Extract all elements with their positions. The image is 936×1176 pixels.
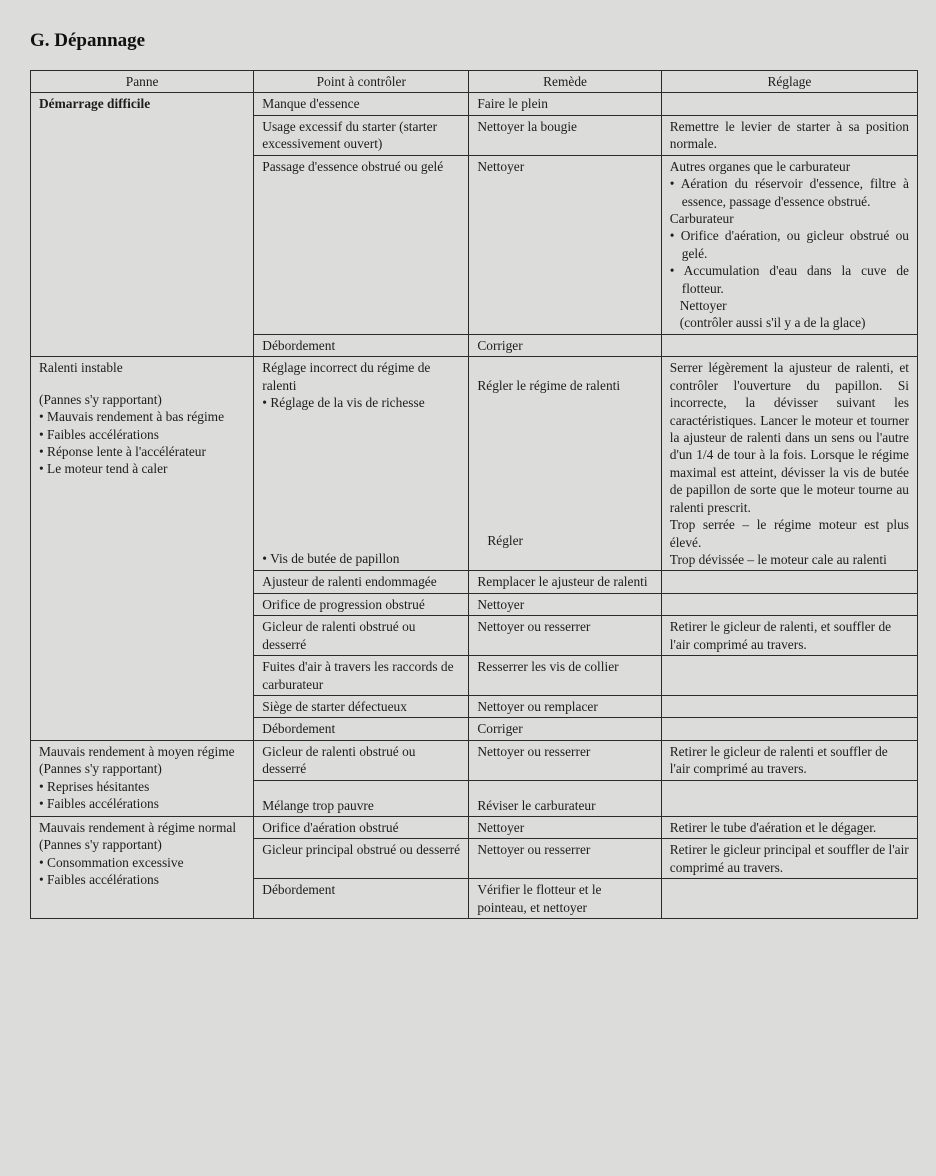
bullet-list [39,778,245,813]
spacer [262,412,460,550]
remede-cell [469,780,661,816]
reglage-line: (contrôler aussi s'il y a de la glace) [679,315,866,331]
remede-cell: Resserrer les vis de collier [469,656,661,696]
list-item: • Aération du réservoir d'essence, filtre à essence, passage d'essence obstrué. [670,175,909,210]
remede-cell: Nettoyer ou remplacer [469,695,661,717]
point-cell: Fuites d'air à travers les raccords de carburateur [254,656,469,696]
list-item: • Reprises hésitantes [39,778,245,795]
panne-cell [31,357,254,740]
reglage-text: Trop dévissée – le moteur cale au ralenti [669,551,887,567]
panne-cell [31,93,254,357]
point-text: Mélange trop pauvre [262,797,374,813]
panne-label: Mauvais rendement à moyen régime [39,743,235,759]
remede-cell: Corriger [469,334,661,356]
table-row [31,93,918,115]
panne-label: Mauvais rendement à régime normal [39,820,237,836]
bullet-list [670,227,909,297]
point-cell: Manque d'essence [254,93,469,115]
point-cell: Gicleur de ralenti obstrué ou desserré [254,740,469,780]
reglage-cell [661,155,917,334]
troubleshooting-table [30,70,918,919]
reglage-text: Serrer légèrement la ajusteur de ralenti, et contrôler l'ouverture du papillon. Si incorrecte, la dévisser suivant les caractéristiques. Lancer le moteur et tourner la ajusteur de ralenti dans un sens ou l'autre d'un 1/4 de tour à la fois. Lorsque le régime maximal est atteint, dévisser la vis de butée de papillon de sorte que le moteur tourne au ralenti prescrit. [669,360,909,515]
header-point: Point à contrôler [254,71,469,93]
reglage-cell: Retirer le gicleur principal et souffler de l'air comprimé au travers. [661,839,917,879]
panne-cell [31,817,254,919]
remede-cell: Nettoyer ou resserrer [469,740,661,780]
point-cell: Gicleur principal obstrué ou desserré [254,839,469,879]
point-cell: Orifice d'aération obstrué [254,817,469,839]
panne-sub: (Pannes s'y rapportant) [39,761,162,777]
reglage-cell: Remettre le levier de starter à sa position normale. [661,115,917,155]
table-row [31,817,918,839]
reglage-cell [661,780,917,816]
point-cell: Débordement [254,718,469,740]
panne-label: Ralenti instable [39,360,123,376]
reglage-heading: Carburateur [669,210,734,226]
remede-text: Régler [487,533,524,549]
reglage-cell: Retirer le tube d'aération et le dégager. [661,817,917,839]
panne-sub: (Pannes s'y rapportant) [39,391,162,407]
panne-sub: (Pannes s'y rapportant) [39,837,162,853]
remede-cell: Remplacer le ajusteur de ralenti [469,571,661,593]
remede-text: Réviser le carburateur [477,797,596,813]
remede-cell: Faire le plein [469,93,661,115]
point-cell: Ajusteur de ralenti endommagée [254,571,469,593]
reglage-text: Trop serrée – le régime moteur est plus élevé. [669,517,909,550]
list-item: • Faibles accélérations [39,871,245,888]
remede-cell [469,357,661,571]
table-row [31,740,918,780]
header-reglage: Réglage [661,71,917,93]
table-row [31,357,918,571]
reglage-cell [661,593,917,615]
remede-cell: Nettoyer [469,817,661,839]
list-item: • Faibles accélérations [39,426,245,443]
remede-cell: Nettoyer [469,155,661,334]
reglage-cell [661,879,917,919]
spacer [262,783,460,797]
reglage-cell [661,718,917,740]
list-item: • Réponse lente à l'accélérateur [39,443,245,460]
reglage-cell: Retirer le gicleur de ralenti et souffler de l'air comprimé au travers. [661,740,917,780]
reglage-cell [661,93,917,115]
reglage-heading: Autres organes que le carburateur [669,158,851,174]
reglage-line: Nettoyer [679,298,727,314]
point-cell [254,357,469,571]
point-cell: Siège de starter défectueux [254,695,469,717]
table-header-row [31,71,918,93]
list-item: • Mauvais rendement à bas régime [39,408,245,425]
reglage-cell [661,334,917,356]
remede-text: Régler le régime de ralenti [477,377,621,393]
point-cell: Débordement [254,334,469,356]
list-item: • Le moteur tend à caler [39,460,245,477]
header-remede: Remède [469,71,661,93]
list-item: • Accumulation d'eau dans la cuve de flotteur. [670,262,909,297]
remede-cell: Nettoyer ou resserrer [469,839,661,879]
header-panne: Panne [31,71,254,93]
reglage-cell [661,695,917,717]
bullet-list [39,408,245,478]
panne-label: Démarrage difficile [39,96,151,112]
remede-cell: Vérifier le flotteur et le pointeau, et nettoyer [469,879,661,919]
point-cell: Orifice de progression obstrué [254,593,469,615]
panne-cell [31,740,254,816]
point-cell [254,780,469,816]
bullet-list [39,854,245,889]
list-item: • Réglage de la vis de richesse [262,394,460,411]
list-item: • Consommation excessive [39,854,245,871]
reglage-cell [661,357,917,571]
reglage-cell [661,571,917,593]
reglage-cell [661,656,917,696]
point-cell: Usage excessif du starter (starter excessivement ouvert) [254,115,469,155]
remede-cell: Nettoyer [469,593,661,615]
bullet-list [262,550,460,567]
bullet-list [262,394,460,411]
list-item: • Orifice d'aération, ou gicleur obstrué ou gelé. [670,227,909,262]
point-text: Réglage incorrect du régime de ralenti [262,360,431,393]
page-title: G. Dépannage [30,30,146,51]
list-item: • Faibles accélérations [39,795,245,812]
remede-cell: Nettoyer ou resserrer [469,616,661,656]
reglage-cell: Retirer le gicleur de ralenti, et souffler de l'air comprimé au travers. [661,616,917,656]
spacer [477,783,652,797]
point-cell: Débordement [254,879,469,919]
bullet-list [670,175,909,210]
point-cell: Gicleur de ralenti obstrué ou desserré [254,616,469,656]
point-cell: Passage d'essence obstrué ou gelé [254,155,469,334]
spacer [477,359,652,376]
remede-cell: Corriger [469,718,661,740]
list-item: • Vis de butée de papillon [262,550,460,567]
remede-cell: Nettoyer la bougie [469,115,661,155]
spacer [477,394,652,532]
